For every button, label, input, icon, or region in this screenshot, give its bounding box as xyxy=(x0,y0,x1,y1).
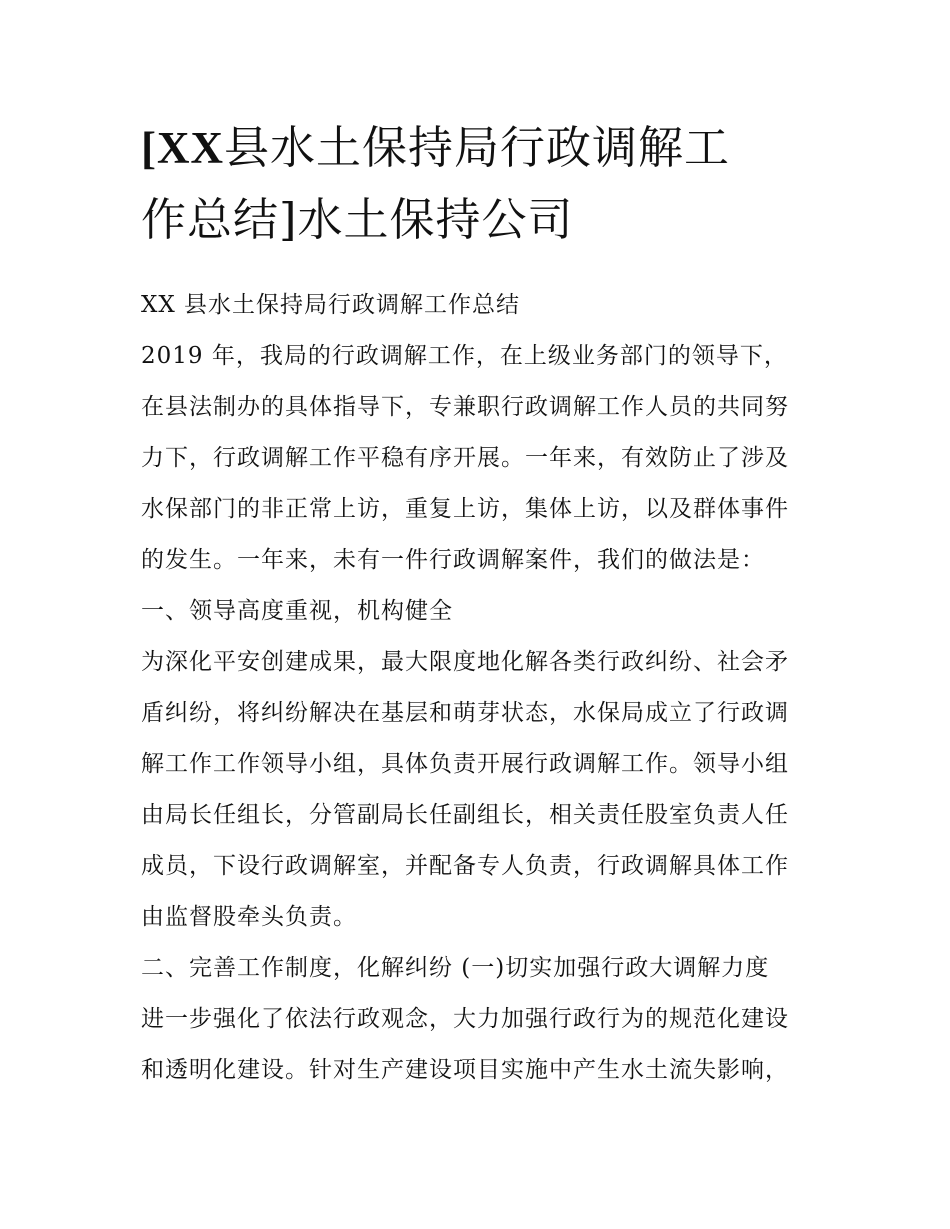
paragraph-line: 盾纠纷，将纠纷解决在基层和萌芽状态，水保局成立了行政调 xyxy=(141,700,789,726)
paragraph-line: 成员，下设行政调解室，并配备专人负责，行政调解具体工作 xyxy=(141,853,789,879)
paragraph-line: 的发生。一年来，未有一件行政调解案件，我们的做法是： xyxy=(141,547,765,573)
paragraph-line: 和透明化建设。针对生产建设项目实施中产生水土流失影响， xyxy=(141,1057,789,1083)
paragraph-line: 力下，行政调解工作平稳有序开展。一年来，有效防止了涉及 xyxy=(141,445,789,471)
paragraph-line: 为深化平安创建成果，最大限度地化解各类行政纠纷、社会矛 xyxy=(141,649,789,675)
section-heading: 一、领导高度重视，机构健全 xyxy=(141,598,453,624)
paragraph-line: 在县法制办的具体指导下，专兼职行政调解工作人员的共同努 xyxy=(141,394,789,420)
paragraph-line: 进一步强化了依法行政观念，大力加强行政行为的规范化建设 xyxy=(141,1006,789,1032)
document-body xyxy=(141,280,821,1096)
title-prefix: [XX xyxy=(141,123,224,173)
paragraph-line: 水保部门的非正常上访，重复上访，集体上访，以及群体事件 xyxy=(141,496,789,522)
section-heading: 二、完善工作制度，化解纠纷 (一)切实加强行政大调解力度 xyxy=(141,955,770,981)
paragraph-line: 解工作工作领导小组，具体负责开展行政调解工作。领导小组 xyxy=(141,751,789,777)
document-title xyxy=(141,112,821,256)
title-line-2: 作总结]水土保持公司 xyxy=(141,193,574,246)
subtitle-line: XX 县水土保持局行政调解工作总结 xyxy=(141,292,521,318)
title-line-1 xyxy=(141,112,821,184)
paragraph-line: 2019 年，我局的行政调解工作，在上级业务部门的领导下， xyxy=(141,343,788,369)
paragraph-line: 由监督股牵头负责。 xyxy=(141,904,357,930)
title-main: 县水土保持局行政调解工 xyxy=(223,121,730,174)
paragraph-line: 由局长任组长，分管副局长任副组长，相关责任股室负责人任 xyxy=(141,802,789,828)
